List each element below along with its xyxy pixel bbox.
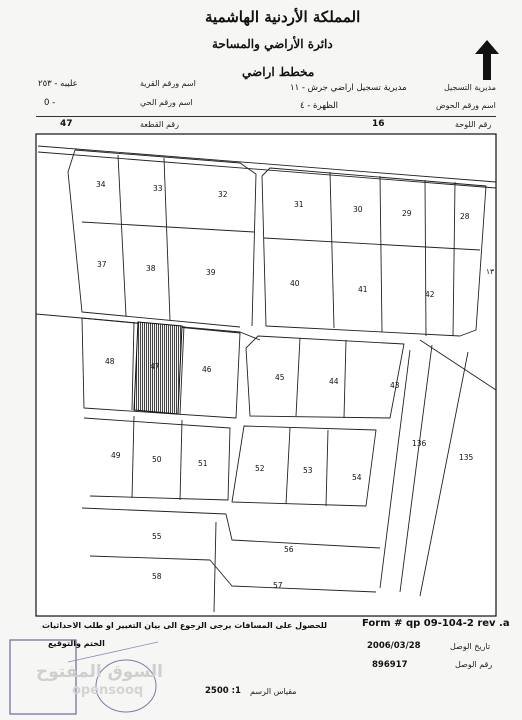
parcel-label-50: 50: [152, 455, 162, 464]
village-label: اسم ورقم القرية: [140, 79, 196, 88]
parcel-label-41: 41: [358, 285, 368, 294]
parcel-label-48: 48: [105, 357, 115, 366]
scale-label: مقياس الرسم: [250, 687, 297, 696]
parcel-label-46: 46: [202, 365, 212, 374]
district-label: اسم ورقم الحي: [140, 98, 193, 107]
parcel-label-29: 29: [402, 209, 412, 218]
parcel-value: 47: [60, 119, 73, 129]
seal-signature-label: الختم والتوقيع: [48, 639, 105, 648]
parcel-label-47: 47: [150, 362, 160, 371]
parcel-label-51: 51: [198, 459, 208, 468]
parcel-label-39: 39: [206, 268, 216, 277]
parcel-label-32: 32: [218, 190, 228, 199]
scale-value: 2500 :1: [205, 686, 241, 696]
parcel-label-44: 44: [329, 377, 339, 386]
receipt-number-label: رقم الوصل: [455, 660, 493, 669]
parcel-label-33: 33: [153, 184, 163, 193]
parcel-label-28: 28: [460, 212, 470, 221]
sheet-label: رقم اللوحة: [455, 120, 492, 129]
watermark-text: opensooq: [72, 683, 144, 698]
watermark-arabic: السوق المفتوح: [36, 662, 163, 682]
parcel-label-31: 31: [294, 200, 304, 209]
parcel-label-40: 40: [290, 279, 300, 288]
parcel-label-136: 136: [412, 439, 427, 448]
sheet-value: 16: [372, 119, 385, 129]
parcel-label-49: 49: [111, 451, 121, 460]
form-number: Form # qp 09-104-2 rev .a: [362, 618, 510, 629]
parcel-label-30: 30: [353, 205, 363, 214]
parcel-label-135: 135: [459, 453, 474, 462]
parcel-label-53: 53: [303, 466, 313, 475]
map-frame: [36, 134, 496, 616]
village-value: عليبه - ٢٥٣: [38, 79, 78, 89]
parcel-label-38: 38: [146, 264, 156, 273]
distance-note: للحصول على المسافات يرجى الرجوع الى بيان التغيير او طلب الاحداثيات: [42, 621, 327, 630]
parcel-label-56: 56: [284, 545, 294, 554]
district-value: 0 -: [44, 98, 56, 108]
receipt-date: 2006/03/28: [367, 641, 421, 651]
parcel-label-54: 54: [352, 473, 362, 482]
receipt-date-label: تاريخ الوصل: [450, 642, 491, 651]
basin-label: اسم ورقم الحوض: [436, 101, 496, 110]
parcel-label-45: 45: [275, 373, 285, 382]
parcel-label-37: 37: [97, 260, 107, 269]
parcel-label-55: 55: [152, 532, 162, 541]
parcel-label-52: 52: [255, 464, 265, 473]
directorate-value: مديرية تسجيل اراضي جرش - ١١: [290, 83, 407, 93]
parcel-label-43: 43: [390, 381, 400, 390]
parcel-label-42: 42: [425, 290, 435, 299]
directorate-label: مديرية التسجيل: [444, 83, 497, 92]
map-edge-label: ١٣: [486, 267, 495, 276]
department-title: دائرة الأراضي والمساحة: [212, 37, 333, 51]
basin-value: الظهرة - ٤: [300, 101, 339, 111]
receipt-number: 896917: [372, 660, 408, 670]
parcel-label-58: 58: [152, 572, 162, 581]
parcel-label-57: 57: [273, 581, 283, 590]
parcel-label: رقم القطعة: [140, 120, 179, 129]
kingdom-title: المملكة الأردنية الهاشمية: [205, 8, 361, 26]
plan-title: مخطط اراضي: [242, 65, 315, 79]
parcel-label-34: 34: [96, 180, 106, 189]
